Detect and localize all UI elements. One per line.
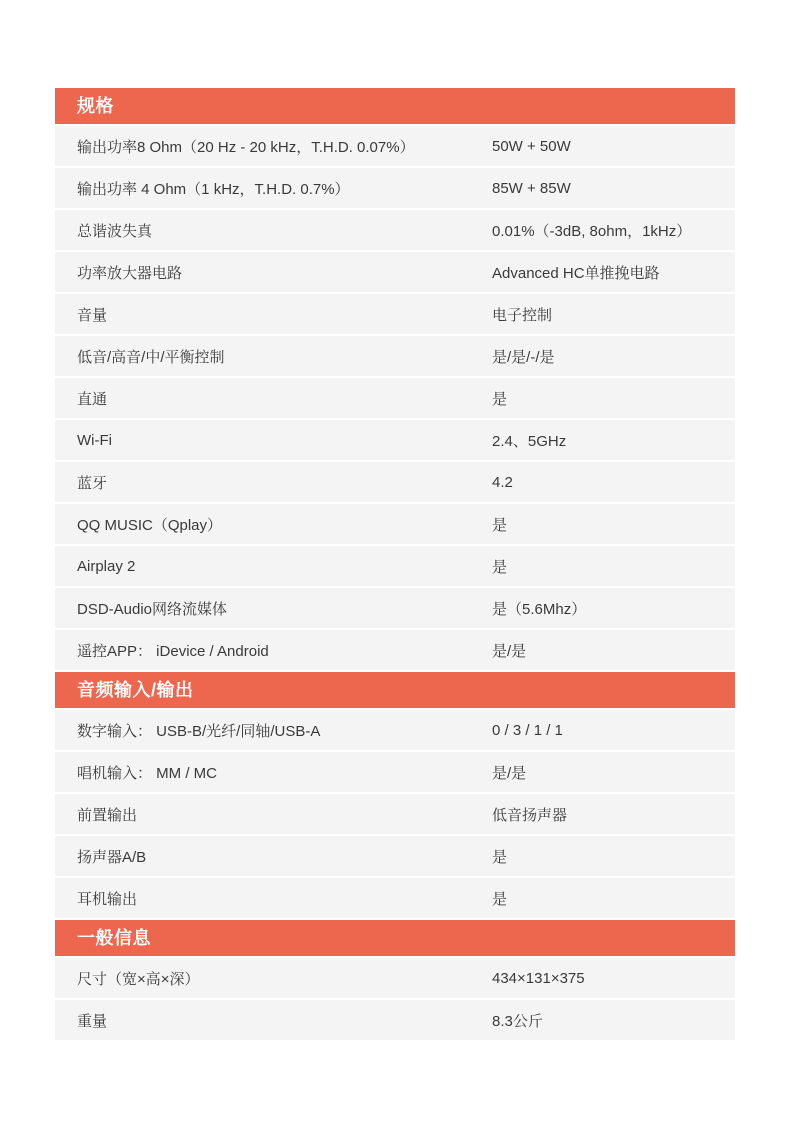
spec-row [55, 210, 735, 250]
spec-value: 434×131×375 [492, 969, 585, 987]
spec-row [55, 168, 735, 208]
spec-value: 是/是/-/是 [492, 348, 555, 366]
spec-table [55, 88, 735, 1042]
spec-value: 是 [492, 848, 508, 866]
spec-row [55, 630, 735, 670]
spec-label: 功率放大器电路 [77, 264, 183, 282]
spec-label: 直通 [77, 390, 108, 408]
spec-row [55, 588, 735, 628]
spec-value: 是 [492, 558, 508, 576]
spec-label: 尺寸（宽×高×深） [77, 970, 200, 988]
spec-value: 是/是 [492, 642, 527, 660]
section-header: 音频输入/输出 [55, 672, 735, 708]
spec-label: 前置输出 [77, 806, 138, 824]
spec-value: 是 [492, 390, 508, 408]
spec-label: 扬声器A/B [77, 848, 147, 866]
spec-label: 唱机输入： MM / MC [77, 764, 217, 782]
section-header: 规格 [55, 88, 735, 124]
spec-label: 数字输入： USB-B/光纤/同轴/USB-A [77, 722, 321, 740]
spec-row [55, 794, 735, 834]
spec-label: 重量 [77, 1012, 108, 1030]
spec-value: 8.3公斤 [492, 1012, 543, 1030]
spec-row [55, 752, 735, 792]
section-header: 一般信息 [55, 920, 735, 956]
spec-row [55, 836, 735, 876]
spec-value: 是 [492, 516, 508, 534]
spec-value: 85W + 85W [492, 179, 571, 197]
spec-value: 是（5.6Mhz） [492, 600, 587, 618]
spec-label: 蓝牙 [77, 474, 108, 492]
spec-value: 电子控制 [492, 306, 553, 324]
spec-row [55, 958, 735, 998]
spec-label: 输出功率8 Ohm（20 Hz - 20 kHz，T.H.D. 0.07%） [77, 138, 415, 156]
spec-value: 是/是 [492, 764, 527, 782]
spec-label: 总谐波失真 [77, 222, 153, 240]
spec-row [55, 878, 735, 918]
spec-row [55, 336, 735, 376]
spec-label: 耳机输出 [77, 890, 138, 908]
spec-row [55, 1000, 735, 1040]
spec-label: 遥控APP： iDevice / Android [77, 642, 269, 660]
spec-value: 0.01%（-3dB, 8ohm，1kHz） [492, 222, 692, 240]
spec-row [55, 252, 735, 292]
spec-value: 是 [492, 890, 508, 908]
spec-value: 2.4、5GHz [492, 432, 567, 450]
spec-label: 音量 [77, 306, 108, 324]
spec-row [55, 420, 735, 460]
spec-value: 4.2 [492, 473, 513, 491]
spec-label: Airplay 2 [77, 557, 136, 575]
spec-label: 低音/高音/中/平衡控制 [77, 348, 225, 366]
spec-row [55, 710, 735, 750]
spec-row [55, 462, 735, 502]
spec-label: 输出功率 4 Ohm（1 kHz，T.H.D. 0.7%） [77, 180, 350, 198]
spec-label: Wi-Fi [77, 431, 112, 449]
spec-value: Advanced HC单推挽电路 [492, 264, 660, 282]
spec-value: 0 / 3 / 1 / 1 [492, 721, 563, 739]
spec-label: DSD-Audio网络流媒体 [77, 600, 228, 618]
spec-row [55, 504, 735, 544]
spec-row [55, 546, 735, 586]
spec-row [55, 294, 735, 334]
spec-row [55, 126, 735, 166]
spec-label: QQ MUSIC（Qplay） [77, 516, 223, 534]
spec-value: 低音扬声器 [492, 806, 568, 824]
spec-value: 50W + 50W [492, 137, 571, 155]
spec-row [55, 378, 735, 418]
